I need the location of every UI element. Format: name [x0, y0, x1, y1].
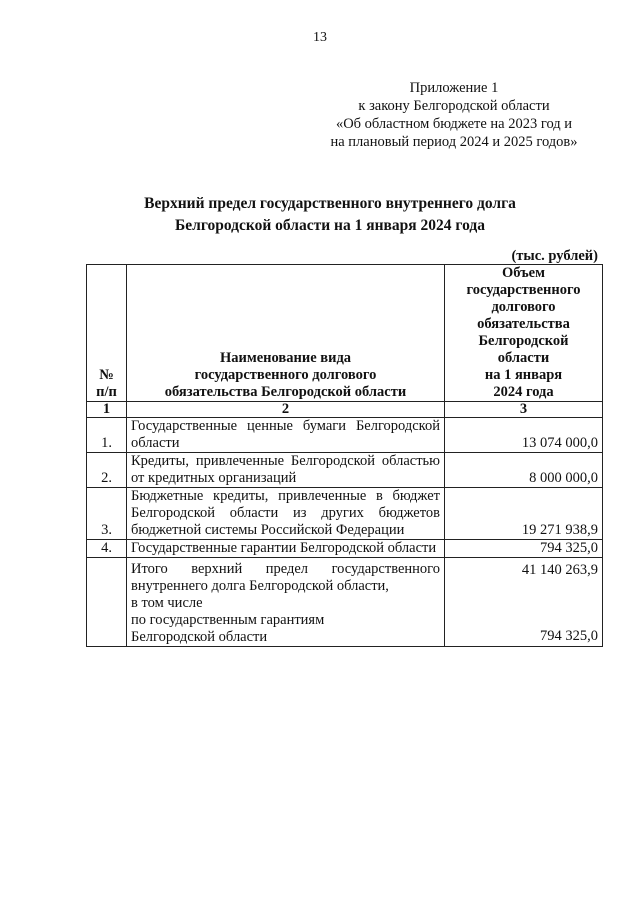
column-number: 3	[445, 402, 603, 418]
row-name: Кредиты, привлеченные Белгородской областью от кредитных организаций	[127, 453, 445, 488]
appendix-line: Приложение 1	[409, 80, 499, 96]
guarantees-value: 794 325,0	[540, 628, 598, 644]
row-value: 19 271 938,9	[445, 488, 603, 540]
total-line: Итого верхний предел государственного	[131, 561, 440, 577]
page-number: 13	[313, 30, 327, 45]
total-line: в том числе	[131, 595, 203, 611]
total-name	[127, 558, 445, 647]
header-number: № п/п	[87, 265, 127, 402]
column-number: 1	[87, 402, 127, 418]
table-row	[87, 488, 603, 540]
total-values	[445, 558, 603, 647]
table-row	[87, 418, 603, 453]
total-line: внутреннего долга Белгородской области,	[131, 578, 389, 594]
column-number: 2	[127, 402, 445, 418]
title-line: Верхний предел государственного внутреннего долга	[144, 195, 516, 212]
appendix-line: «Об областном бюджете на 2023 год и	[335, 116, 573, 132]
appendix-header	[304, 79, 604, 151]
total-line: по государственным гарантиям	[131, 612, 325, 628]
table-row	[87, 453, 603, 488]
row-value: 13 074 000,0	[445, 418, 603, 453]
title-line: Белгородской области на 1 января 2024 года	[175, 217, 485, 234]
row-number: 2.	[87, 453, 127, 488]
total-row	[87, 558, 603, 647]
total-line: Белгородской области	[131, 629, 268, 645]
row-number: 3.	[87, 488, 127, 540]
total-number-cell	[87, 558, 127, 647]
table-header-row	[87, 265, 603, 402]
column-numbers-row	[87, 402, 603, 418]
row-name: Бюджетные кредиты, привлеченные в бюджет Белгородской области из других бюджетов бюджетной системы Российской Федерации	[127, 488, 445, 540]
table-row	[87, 540, 603, 558]
header-name: Наименование вида государственного долгового обязательства Белгородской области	[127, 265, 445, 402]
row-number: 1.	[87, 418, 127, 453]
total-debt-value: 41 140 263,9	[521, 562, 598, 578]
debt-table	[86, 264, 603, 647]
row-number: 4.	[87, 540, 127, 558]
appendix-line: на плановый период 2024 и 2025 годов»	[330, 134, 578, 150]
document-title	[120, 193, 540, 237]
row-name: Государственные гарантии Белгородской области	[127, 540, 445, 558]
row-value: 794 325,0	[445, 540, 603, 558]
row-value: 8 000 000,0	[445, 453, 603, 488]
units-label: (тыс. рублей)	[511, 248, 598, 264]
row-name: Государственные ценные бумаги Белгородской области	[127, 418, 445, 453]
header-amount: Объем государственного долгового обязательства Белгородской области на 1 января 2024 года	[445, 265, 603, 402]
appendix-line: к закону Белгородской области	[358, 98, 550, 114]
